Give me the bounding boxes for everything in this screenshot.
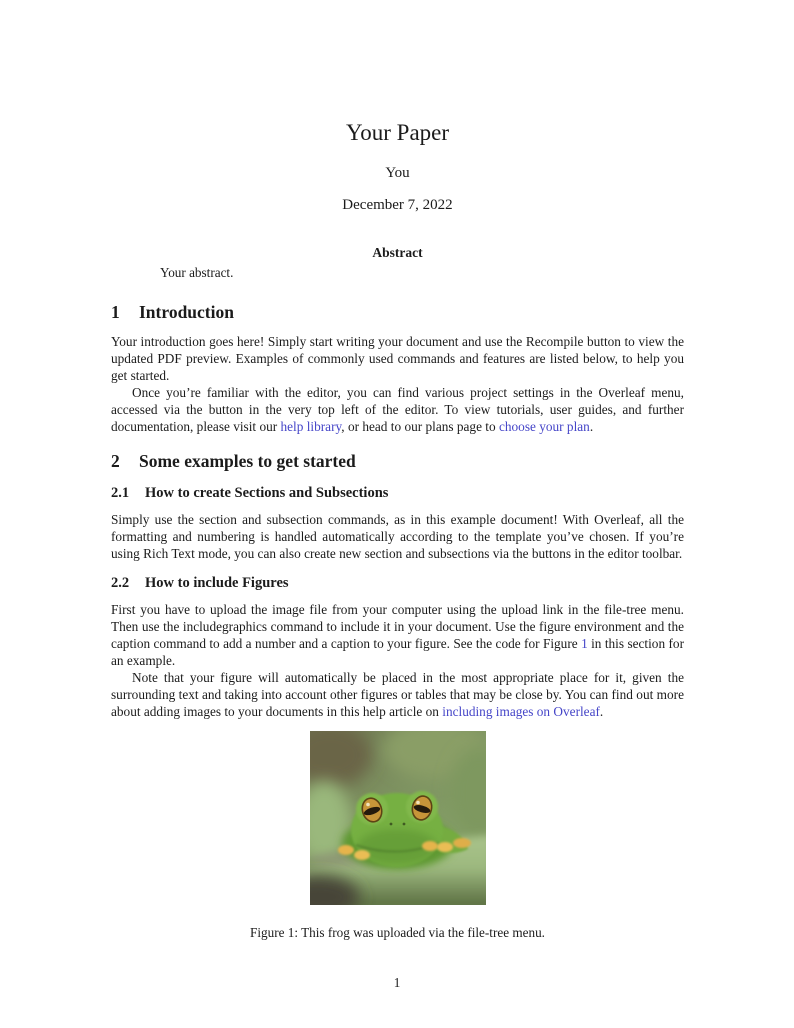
section-2-number: 2 — [111, 451, 120, 471]
figures-p2-text: Note that your figure will automatically be placed in the most appropriate place for it, given the surrounding text and taking into account other figures or tables that may be close by. You can find out more about adding images to your documents in this help article on — [111, 670, 684, 719]
page-number: 1 — [393, 975, 401, 990]
including-images-link[interactable]: including images on Overleaf — [442, 704, 600, 719]
help-library-link[interactable]: help library — [280, 419, 342, 434]
intro-paragraph-2 — [111, 384, 684, 435]
figure-1-caption: Figure 1: This frog was uploaded via the file-tree menu. — [250, 925, 545, 940]
section-1-heading — [111, 302, 684, 323]
paper-author: You — [385, 165, 410, 181]
choose-your-plan-link[interactable]: choose your plan — [498, 419, 590, 434]
section-1-number: 1 — [111, 302, 120, 322]
subsection-2-2-heading — [111, 574, 684, 592]
subsection-2-2-number: 2.2 — [111, 575, 130, 591]
paper-date: December 7, 2022 — [342, 197, 453, 213]
figures-p1-text: First you have to upload the image file from your computer using the upload link in the file-tree menu. Then use the includegraphics command to include it in your document. Use the figure environment and the caption command to add a number and a caption to your figure. See the code for Figure — [111, 602, 684, 651]
subsection-2-1-title: How to create Sections and Subsections — [145, 485, 389, 501]
figure-1-ref-link[interactable]: 1 — [581, 636, 588, 651]
intro-paragraph-1: Your introduction goes here! Simply start writing your document and use the Recompile button to view the updated PDF preview. Examples of commonly used commands and features are listed below, to help you get started. — [111, 334, 684, 383]
subsection-2-1-number: 2.1 — [111, 485, 130, 501]
figure-1 — [111, 731, 684, 941]
figures-paragraph-1 — [111, 601, 684, 669]
intro-p2-text-mid: , or head to our plans page to — [341, 419, 499, 434]
intro-p2-text-end: . — [589, 419, 594, 434]
abstract-heading: Abstract — [372, 245, 423, 260]
frog-photo — [310, 731, 486, 905]
frog-illustration — [310, 731, 486, 905]
sections-paragraph: Simply use the section and subsection commands, as in this example document! With Overleaf, all the formatting and numbering is handled automatically according to the template you’ve chosen. If you’re using Rich Text mode, you can also create new section and subsections via the buttons in the editor toolbar. — [111, 512, 684, 561]
paper-title: Your Paper — [345, 120, 450, 145]
figures-paragraph-2 — [111, 669, 684, 720]
intro-p2-text: Once you’re familiar with the editor, you can find various project settings in the Overleaf menu, accessed via the button in the very top left of the editor. To view tutorials, user guides, and further documentation, please visit our — [111, 385, 684, 434]
abstract-text: Your abstract. — [160, 265, 234, 280]
figures-p2-text-end: . — [599, 704, 604, 719]
figures-p1-text-end: in this section for an example. — [111, 636, 685, 668]
section-1-title: Introduction — [139, 302, 234, 322]
subsection-2-2-title: How to include Figures — [145, 575, 289, 591]
subsection-2-1-heading — [111, 484, 684, 502]
document-content — [111, 119, 684, 941]
section-2-title: Some examples to get started — [139, 451, 356, 471]
section-2-heading — [111, 451, 684, 472]
